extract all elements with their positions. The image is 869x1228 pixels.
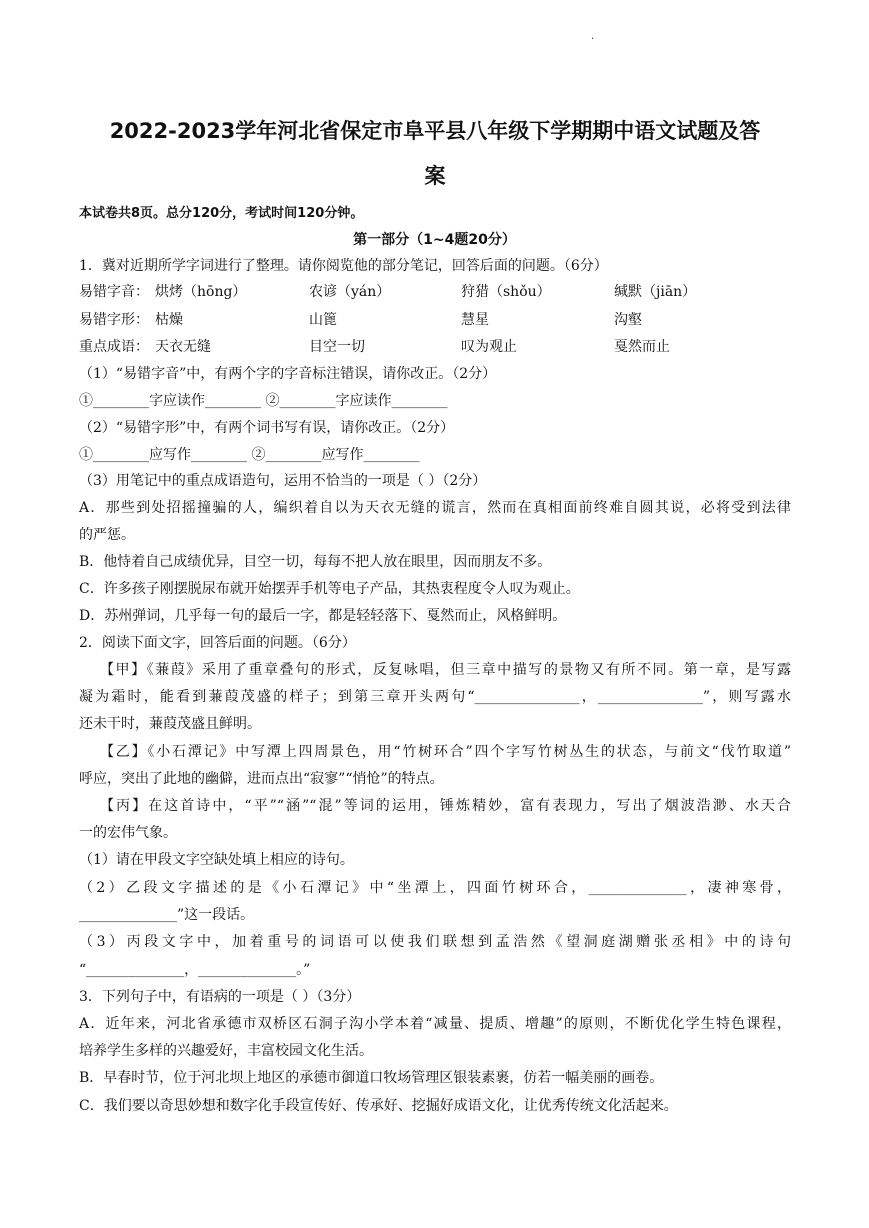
q1-option-a-line2: 的严惩。 — [79, 527, 135, 543]
q1-row3-item2: 目空一切 — [309, 339, 365, 355]
q2-sub1: （1）请在甲段文字空缺处填上相应的诗句。 — [79, 852, 354, 868]
q1-row2-item3: 慧星 — [461, 312, 489, 328]
q1-sub2-answer: ①________应写作________ ②________应写作________ — [79, 447, 420, 463]
q1-sub2: （2）“易错字形”中，有两个词书写有误，请你改正。（2分） — [79, 420, 455, 436]
q1-row1-item2: 农谚（yán） — [309, 284, 391, 300]
q1-option-b: B．他恃着自己成绩优异，目空一切，每每不把人放在眼里，因而朋友不多。 — [79, 554, 552, 570]
q2-jia-line2: 凝为霜时，能看到蒹葭茂盛的样子；到第三章开头两句“_______________，_______________”，则写露水 — [79, 689, 791, 705]
q1-row1-item4: 缄默（jiān） — [614, 284, 697, 300]
q2-sub2-line1: （2）乙段文字描述的是《小石潭记》中“坐潭上，四面竹树环合，______________，凄神寒骨， — [79, 880, 791, 896]
q2-bing-line1: 【丙】在这首诗中，“平”“涵”“混”等词的运用，锤炼精妙，富有表现力，写出了烟波浩渺、水天合 — [100, 798, 791, 814]
q1-sub3: （3）用笔记中的重点成语造句，运用不恰当的一项是（ ）（2分） — [79, 473, 487, 489]
q1-row2-item2: 山篦 — [309, 312, 337, 328]
q2-stem: 2．阅读下面文字，回答后面的问题。（6分） — [79, 635, 356, 651]
q2-sub2-line2: ______________”这一段话。 — [79, 907, 255, 923]
q1-row3-item4: 戛然而止 — [614, 339, 670, 355]
q1-row2-item1: 枯燥 — [155, 312, 183, 328]
q1-sub1-answer: ①________字应读作________ ②________字应读作________ — [79, 393, 448, 409]
document-title-line-2: 案 — [424, 164, 446, 188]
q2-jia-line3: 还未干时，蒹葭茂盛且鲜明。 — [79, 716, 261, 732]
q2-yi-line2: 呼应，突出了此地的幽僻，进而点出“寂寥”“悄怆”的特点。 — [79, 771, 444, 787]
q1-row3-item3: 叹为观止 — [461, 339, 517, 355]
q1-row1-item3: 狩猎（shǒu） — [461, 284, 551, 300]
q3-option-a-line1: A．近年来，河北省承德市双桥区石洞子沟小学本着“减量、提质、增趣”的原则，不断优化学生特色课程， — [79, 1016, 791, 1032]
q1-option-c: C．许多孩子刚摆脱尿布就开始摆弄手机等电子产品，其热衷程度令人叹为观止。 — [79, 581, 580, 597]
q2-jia-line1: 【甲】《蒹葭》采用了重章叠句的形式，反复咏唱，但三章中描写的景物又有所不同。第一章，是写露 — [100, 662, 791, 678]
exam-info: 本试卷共8页。总分120分，考试时间120分钟。 — [79, 206, 364, 221]
q1-stem: 1．冀对近期所学字词进行了整理。请你阅览他的部分笔记，回答后面的问题。（6分） — [79, 258, 608, 274]
q1-row2-item4: 沟壑 — [614, 312, 642, 328]
q1-row1-label: 易错字音： — [79, 284, 149, 300]
q1-option-d: D．苏州弹词，几乎每一句的最后一字，都是轻轻落下、戛然而止，风格鲜明。 — [79, 608, 567, 624]
header-dot: · — [591, 34, 595, 45]
document-title-line-1: 2022-2023学年河北省保定市阜平县八年级下学期期中语文试题及答 — [109, 119, 761, 143]
q1-row3-item1: 天衣无缝 — [155, 339, 211, 355]
q1-row2-label: 易错字形： — [79, 312, 149, 328]
q3-option-a-line2: 培养学生多样的兴趣爱好，丰富校园文化生活。 — [79, 1043, 373, 1059]
q1-row3-label: 重点成语： — [79, 339, 149, 355]
q2-yi-line1: 【乙】《小石潭记》中写潭上四周景色，用“竹树环合”四个字写竹树丛生的状态，与前文“伐竹取道” — [100, 744, 791, 760]
q1-sub1: （1）“易错字音”中，有两个字的字音标注错误，请你改正。（2分） — [79, 366, 497, 382]
part1-heading: 第一部分（1~4题20分） — [353, 232, 516, 248]
q3-option-c: C．我们要以奇思妙想和数字化手段宣传好、传承好、挖掘好成语文化，让优秀传统文化活起来。 — [79, 1098, 678, 1114]
q2-bing-line2: 一的宏伟气象。 — [79, 825, 177, 841]
q3-option-b: B．早春时节，位于河北坝上地区的承德市御道口牧场管理区银装素裹，仿若一幅美丽的画卷。 — [79, 1070, 664, 1086]
q2-sub3-line1: （3）丙段文字中，加着重号的词语可以使我们联想到孟浩然《望洞庭湖赠张丞相》中的诗句 — [79, 934, 791, 950]
q1-row1-item1: 烘烤（hōng） — [155, 284, 247, 300]
q3-stem: 3．下列句子中，有语病的一项是（ ）（3分） — [79, 989, 361, 1005]
q2-sub3-line2: “______________，______________。” — [79, 962, 311, 978]
q1-option-a-line1: A．那些到处招摇撞骗的人，编织着自以为天衣无缝的谎言，然而在真相面前终难自圆其说，必将受到法律 — [79, 500, 791, 516]
